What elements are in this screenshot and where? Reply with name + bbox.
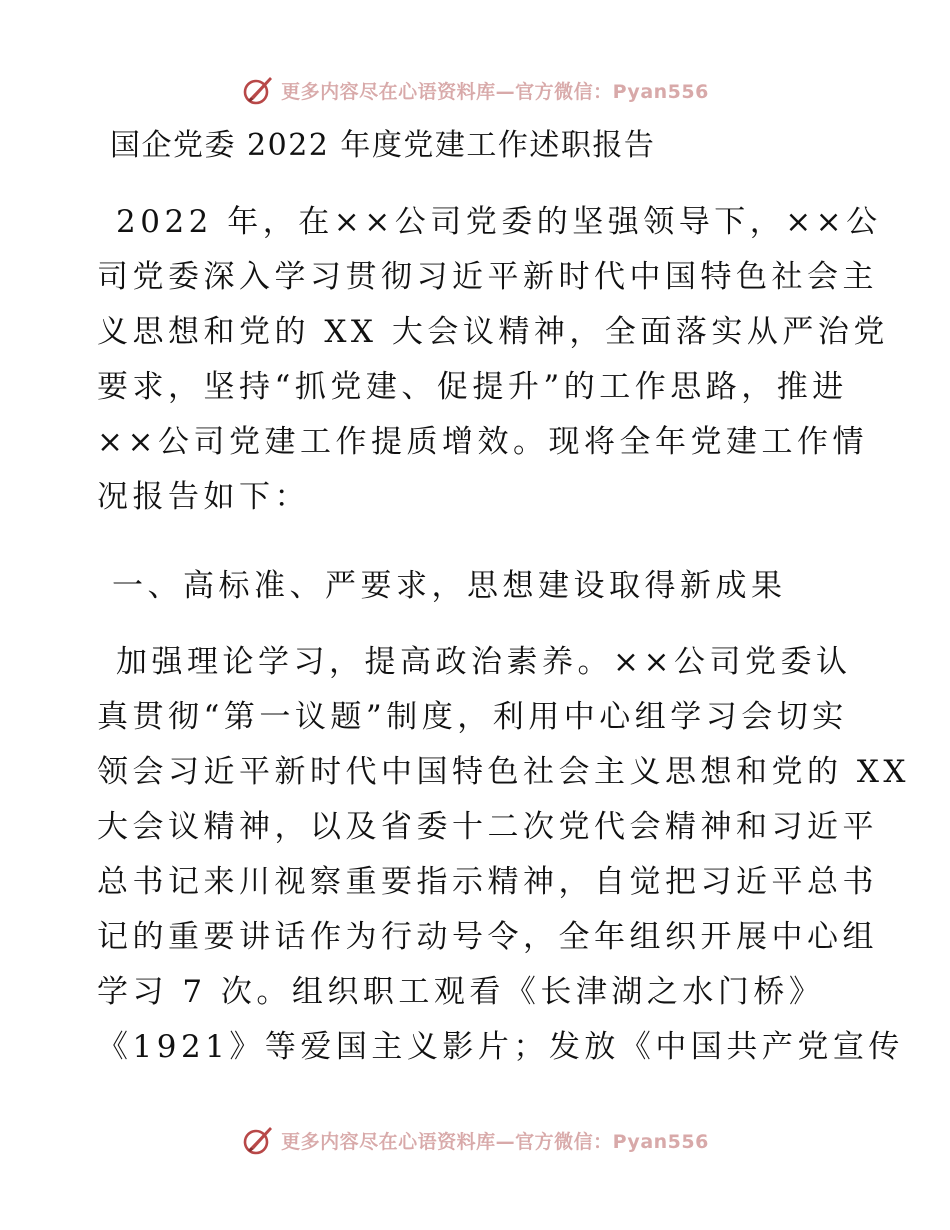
paragraph-line: 总书记来川视察重要指示精神，自觉把习近平总书: [97, 864, 878, 900]
paragraph-line: 加强理论学习，提高政治素养。××公司党委认: [116, 644, 852, 680]
paragraph-line: 2022 年，在××公司党委的坚强领导下，××公: [116, 204, 882, 240]
paragraph-line: ××公司党建工作提质增效。现将全年党建工作情: [97, 424, 868, 460]
watermark-text: 更多内容尽在心语资料库—官方微信：Pyan556: [281, 80, 709, 103]
paragraph-line: 况报告如下：: [97, 479, 310, 515]
quill-pen-logo-icon: [241, 1123, 275, 1157]
paragraph-line: 义思想和党的 XX 大会议精神，全面落实从严治党: [97, 314, 889, 350]
paragraph-line: 领会习近平新时代中国特色社会主义思想和党的 XX: [97, 754, 910, 790]
watermark-text: 更多内容尽在心语资料库—官方微信：Pyan556: [281, 1130, 709, 1153]
section-heading: 一、高标准、严要求，思想建设取得新成果: [112, 568, 787, 604]
paragraph-line: 大会议精神，以及省委十二次党代会精神和习近平: [97, 809, 878, 845]
document-title: 国企党委 2022 年度党建工作述职报告: [110, 128, 656, 163]
paragraph-line: 司党委深入学习贯彻习近平新时代中国特色社会主: [97, 259, 878, 295]
paragraph-line: 要求，坚持“抓党建、促提升”的工作思路，推进: [97, 369, 848, 405]
footer-watermark: [0, 1122, 950, 1158]
paragraph-line: 真贯彻“第一议题”制度，利用中心组学习会切实: [97, 699, 848, 735]
paragraph-line: 《1921》等爱国主义影片；发放《中国共产党宣传: [97, 1029, 904, 1065]
paragraph-line: 记的重要讲话作为行动号令，全年组织开展中心组: [97, 919, 878, 955]
paragraph-line: 学习 7 次。组织职工观看《长津湖之水门桥》: [97, 974, 825, 1010]
watermark-group: [241, 1123, 709, 1157]
